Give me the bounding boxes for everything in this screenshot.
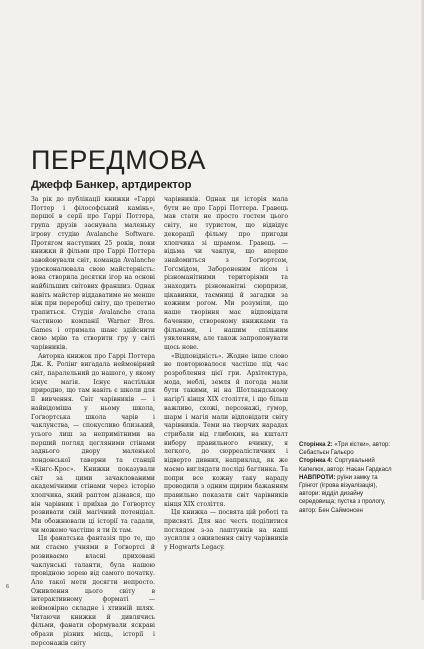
paragraph: Авторка книжок про Гаррі Поттера Дж. К. Ролінг вигадала неймовірний світ, паралельний до нашого, у якому існує магія. Існує настільки природно, що там навіть є школи для її вивчення. Світ чарівників — і найвідоміша у ньому школа, Гоґвортська школа чарів і чаклунства, — спокусливо близький, усього лиш за непримітними на перший погляд цегляними стінами заднього двору маленької лондонської таверни та станції «Кінгс-Крос». Книжки показували світ за цими зачаклованими академічними стінами через історію хлопчика, який раптом дізнався, що він чарівник і приїхав до Гоґвортсу розвивати свій магічний потенціал. Ми обожнювали ці історії та гадали, чи можемо частіше я ти їх там.: [31, 352, 155, 534]
paragraph: «Відповідність». Жодне інше слово не повторювалося частіше під час розроблення цієї гри. Архітектура, мода, меблі, земля й погода мали бути такими, ні на Шотландському нагір'ї кінця XIX століття, і що більш важливо, схожі, персонажі, гумор, шарм і магія мали відповідати світу чарівників. Теми на творчих нарадах стрибали від глибоких, на кшталт вибору правильного вчинку, я легкого, до сюрреалістичних і відверто дивних, наприклад, як же маємо виглядати посліді багтинка. Та попри все кожну таку нараду проводили з одним щирим бажанням правильно показати світ чарівників кінця XIX століття.: [164, 352, 288, 508]
paragraph: чарівників. Однак ця історія мала бути не про Гаррі Поттера. Гравець мав стати не просто гостем цього світу, не туристом, що відвідує декорації фільму про пригоди хлопчика зі шрамом. Гравець — відьма чи чаклун, що вперше знайомиться з Гоґвортсом, Гоґсмідом, Забороненим лісом і різноманітними територіями та знаходить різноманітні сюрпризи, цікавинки, таємниці й загадки за кожним рогом. Ми розуміли, що наше творіння має відповідати баченню, створеному книжками та фільмами, і нашим спільним уявленням, але також запропонувати щось нове.: [164, 196, 288, 351]
page-title: ПЕРЕДМОВА: [31, 145, 206, 175]
paragraph: Ця книжка — посвята цій роботі та присвяті. Для нас честь поділитися поглядом з-за лаштунків на наші зусилля з оживлення світу чарівників у Hogwarts Legacy.: [164, 509, 288, 552]
text-column-1: [31, 196, 155, 649]
credit-text: руїни замку та Грінгот (ігрова візуалізація), автори: відділ дизайну середовища; пустка з прологу, автор: Бен Саймонсен: [299, 473, 386, 514]
credit-label: Сторінка 4:: [299, 457, 333, 465]
credit-label: НАВПРОТИ:: [299, 473, 336, 481]
credit-text: «Три кістки», автор: Себастьєн Гальєро: [299, 441, 391, 457]
credit-text: Сортувальний Капелюх, автор: Наєан Гардкасл: [299, 457, 392, 473]
page-number: 6: [6, 584, 10, 590]
credit-1: [299, 441, 395, 457]
credit-2: [299, 457, 395, 473]
credit-label: Сторінка 2:: [299, 441, 333, 448]
image-credits: [299, 441, 395, 515]
paragraph: Ця фанатська фантазія про те, що ми стаємо учнями в Гоґвортсі й розвиваємо власні приховані чаклунські таланти, була нашою провідною зорею від самого початку. Але такої мети досягти непросто. Оживлення цього світу в інтерактивному форматі — неймовірно складне і хтивній шлях. Читаючи книжки й дивлячись фільми, фанати сформували яскраві образи різних місць, історії і персонажів світу: [31, 535, 155, 647]
credit-3: [299, 474, 395, 515]
author-byline: Джефф Банкер, артдиректор: [31, 179, 192, 191]
paragraph: За рік до публікації книжки «Гаррі Поттер і філософський камінь», першої в серії про Гаррі Поттера, група друзів заснувала маленьку ігрову студію Avalanche Software. Протягом наступних 25 років, поки книжки й фільми про Гаррі Поттера завойовували світ, команда Avalanche удосконалювала свою майстерність: вона створила десятки ігор на основі найбільших світових франшиз. Однак навіть майстер віддаватиме не менше ніж при переробці світу, що трепетно трапиться. Студія Avalanche стала частиною компанії Warner Bros. Games і отримала шанс здійснити свою мрію та створити гру у світі чарівників.: [31, 196, 155, 351]
text-column-2: [164, 196, 288, 553]
